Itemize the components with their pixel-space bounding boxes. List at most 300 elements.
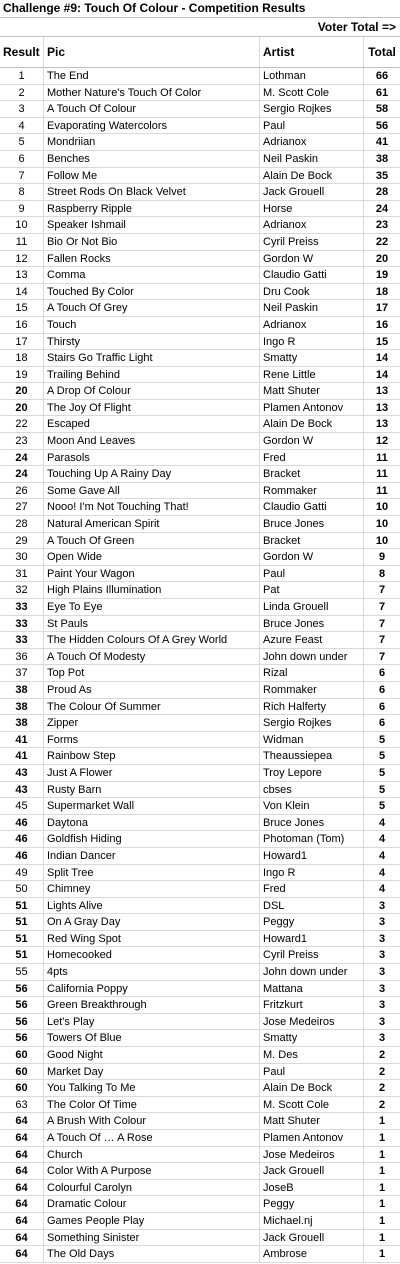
result-cell: 27: [0, 499, 44, 515]
total-cell: 13: [375, 401, 389, 414]
table-row: [0, 201, 400, 218]
artist-cell: Rommaker: [260, 483, 364, 499]
artist-cell: Ambrose: [260, 1246, 364, 1262]
result-cell: 18: [0, 350, 44, 366]
artist-cell: Horse: [260, 201, 364, 217]
artist-cell: DSL: [260, 898, 364, 914]
table-body: [0, 68, 400, 1263]
table-row: [0, 1014, 400, 1031]
result-cell: 2: [0, 85, 44, 101]
artist-cell: Neil Paskin: [260, 151, 364, 167]
header-pic: Pic: [44, 37, 260, 67]
table-row: [0, 367, 400, 384]
result-cell: 46: [0, 831, 44, 847]
artist-cell: Jose Medeiros: [260, 1014, 364, 1030]
artist-cell: Gordon W: [260, 549, 364, 565]
artist-cell: Ingo R: [260, 334, 364, 350]
total-cell: 10: [375, 534, 389, 547]
total-cell: 5: [378, 750, 386, 763]
total-cell: 24: [375, 202, 389, 215]
pic-cell: Chimney: [44, 881, 260, 897]
table-row: [0, 251, 400, 268]
result-cell: 41: [0, 732, 44, 748]
pic-cell: Towers Of Blue: [44, 1030, 260, 1046]
table-row: [0, 1080, 400, 1097]
pic-cell: A Touch Of Modesty: [44, 649, 260, 665]
artist-cell: Widman: [260, 732, 364, 748]
result-cell: 41: [0, 748, 44, 764]
result-cell: 15: [0, 300, 44, 316]
table-row: [0, 549, 400, 566]
artist-cell: Bracket: [260, 466, 364, 482]
result-cell: 45: [0, 798, 44, 814]
result-cell: 12: [0, 251, 44, 267]
total-cell: 11: [376, 451, 388, 464]
total-cell: 61: [375, 86, 389, 99]
result-cell: 30: [0, 549, 44, 565]
total-cell: 7: [378, 601, 386, 613]
artist-cell: Fred: [260, 881, 364, 897]
table-row: [0, 300, 400, 317]
table-row: [0, 798, 400, 815]
artist-cell: Alain De Bock: [260, 1080, 364, 1096]
table-row: [0, 765, 400, 782]
total-cell: 4: [378, 866, 386, 879]
result-cell: 51: [0, 898, 44, 914]
total-cell: 6: [378, 683, 386, 696]
pic-cell: Red Wing Spot: [44, 931, 260, 947]
total-cell: 3: [378, 916, 386, 929]
result-cell: 8: [0, 184, 44, 200]
artist-cell: Peggy: [260, 914, 364, 930]
total-cell: 10: [375, 518, 389, 531]
pic-cell: High Plains Illumination: [44, 582, 260, 598]
result-cell: 24: [0, 450, 44, 466]
pic-cell: Open Wide: [44, 549, 260, 565]
table-row: [0, 1030, 400, 1047]
artist-cell: Von Klein: [260, 798, 364, 814]
result-cell: 51: [0, 914, 44, 930]
pic-cell: Color With A Purpose: [44, 1163, 260, 1179]
artist-cell: Paul: [260, 566, 364, 582]
artist-cell: John down under: [260, 964, 364, 980]
pic-cell: Indian Dancer: [44, 848, 260, 864]
artist-cell: JoseB: [260, 1180, 364, 1196]
table-row: [0, 732, 400, 749]
table-row: [0, 533, 400, 550]
table-row: [0, 981, 400, 998]
table-row: [0, 1113, 400, 1130]
table-row: [0, 582, 400, 599]
total-cell: 5: [378, 800, 386, 813]
table-header: [0, 36, 400, 68]
total-cell: 2: [378, 1082, 386, 1095]
result-cell: 38: [0, 682, 44, 698]
pic-cell: Speaker Ishmail: [44, 217, 260, 233]
table-row: [0, 101, 400, 118]
total-cell: 4: [378, 849, 386, 862]
result-cell: 16: [0, 317, 44, 333]
total-cell: 1: [378, 1132, 386, 1144]
total-cell: 6: [378, 667, 386, 680]
total-cell: 2: [378, 1065, 386, 1078]
result-cell: 56: [0, 981, 44, 997]
artist-cell: Neil Paskin: [260, 300, 364, 316]
result-cell: 23: [0, 433, 44, 449]
artist-cell: Michael.nj: [260, 1213, 364, 1229]
artist-cell: Alain De Bock: [260, 168, 364, 184]
table-row: [0, 317, 400, 334]
result-cell: 32: [0, 582, 44, 598]
result-cell: 33: [0, 632, 44, 648]
total-cell: 1: [378, 1148, 386, 1161]
artist-cell: Mattana: [260, 981, 364, 997]
result-cell: 56: [0, 1014, 44, 1030]
table-row: [0, 947, 400, 964]
table-row: [0, 848, 400, 865]
total-cell: 12: [375, 435, 389, 448]
total-cell: 5: [378, 733, 386, 746]
total-cell: 5: [378, 783, 386, 796]
total-cell: 3: [378, 899, 386, 912]
pic-cell: Top Pot: [44, 665, 260, 681]
pic-cell: On A Gray Day: [44, 914, 260, 930]
total-cell: 22: [375, 235, 389, 248]
artist-cell: M. Scott Cole: [260, 85, 364, 101]
table-row: [0, 566, 400, 583]
header-result: Result: [0, 37, 44, 67]
result-cell: 50: [0, 881, 44, 897]
total-cell: 66: [375, 70, 389, 82]
artist-cell: Alain De Bock: [260, 416, 364, 432]
table-row: [0, 715, 400, 732]
result-cell: 38: [0, 715, 44, 731]
table-row: [0, 416, 400, 433]
total-cell: 1: [378, 1181, 386, 1194]
result-cell: 38: [0, 699, 44, 715]
artist-cell: Claudio Gatti: [260, 499, 364, 515]
total-cell: 4: [378, 833, 386, 846]
artist-cell: Adrianox: [260, 317, 364, 333]
pic-cell: St Pauls: [44, 616, 260, 632]
total-cell: 3: [378, 966, 386, 979]
artist-cell: Bruce Jones: [260, 516, 364, 532]
artist-cell: Bruce Jones: [260, 616, 364, 632]
pic-cell: Supermarket Wall: [44, 798, 260, 814]
pic-cell: Green Breakthrough: [44, 997, 260, 1013]
table-row: [0, 931, 400, 948]
result-cell: 60: [0, 1080, 44, 1096]
pic-cell: California Poppy: [44, 981, 260, 997]
pic-cell: Paint Your Wagon: [44, 566, 260, 582]
total-cell: 6: [378, 700, 386, 713]
result-cell: 64: [0, 1147, 44, 1163]
artist-cell: Gordon W: [260, 433, 364, 449]
result-cell: 56: [0, 997, 44, 1013]
total-cell: 2: [378, 1098, 386, 1111]
table-row: [0, 118, 400, 135]
total-cell: 18: [375, 285, 389, 298]
table-row: [0, 483, 400, 500]
artist-cell: Rich Halferty: [260, 699, 364, 715]
total-cell: 1: [378, 1115, 386, 1128]
pic-cell: Moon And Leaves: [44, 433, 260, 449]
pic-cell: Forms: [44, 732, 260, 748]
table-row: [0, 1196, 400, 1213]
pic-cell: Natural American Spirit: [44, 516, 260, 532]
pic-cell: Street Rods On Black Velvet: [44, 184, 260, 200]
result-cell: 64: [0, 1196, 44, 1212]
total-cell: 5: [378, 766, 386, 779]
header-total: Total: [368, 45, 396, 59]
pic-cell: The Old Days: [44, 1246, 260, 1262]
total-cell: 7: [378, 650, 386, 663]
artist-cell: Plamen Antonov: [260, 1130, 364, 1146]
result-cell: 46: [0, 848, 44, 864]
total-cell: 2: [378, 1049, 386, 1062]
total-cell: 4: [378, 883, 386, 896]
table-row: [0, 450, 400, 467]
pic-cell: Parasols: [44, 450, 260, 466]
total-cell: 1: [378, 1231, 386, 1244]
result-cell: 29: [0, 533, 44, 549]
total-cell: 58: [375, 103, 389, 116]
artist-cell: Plamen Antonov: [260, 400, 364, 416]
artist-cell: Jack Grouell: [260, 1230, 364, 1246]
total-cell: 20: [375, 252, 389, 265]
total-cell: 38: [375, 152, 389, 165]
artist-cell: Fritzkurt: [260, 997, 364, 1013]
artist-cell: Jack Grouell: [260, 184, 364, 200]
total-cell: 8: [378, 567, 386, 580]
result-cell: 43: [0, 765, 44, 781]
artist-cell: Rene Little: [260, 367, 364, 383]
artist-cell: Linda Grouell: [260, 599, 364, 615]
pic-cell: Follow Me: [44, 168, 260, 184]
artist-cell: Jack Grouell: [260, 1163, 364, 1179]
table-row: [0, 400, 400, 417]
table-row: [0, 516, 400, 533]
result-cell: 10: [0, 217, 44, 233]
total-cell: 14: [375, 368, 389, 381]
pic-cell: You Talking To Me: [44, 1080, 260, 1096]
result-cell: 9: [0, 201, 44, 217]
pic-cell: Mother Nature's Touch Of Color: [44, 85, 260, 101]
total-cell: 11: [376, 468, 388, 481]
pic-cell: Homecooked: [44, 947, 260, 963]
total-cell: 35: [375, 169, 389, 182]
table-row: [0, 1047, 400, 1064]
artist-cell: Fred: [260, 450, 364, 466]
result-cell: 17: [0, 334, 44, 350]
result-cell: 11: [0, 234, 44, 250]
artist-cell: Photoman (Tom): [260, 831, 364, 847]
result-cell: 64: [0, 1180, 44, 1196]
total-cell: 16: [375, 318, 389, 331]
table-row: [0, 217, 400, 234]
total-cell: 15: [375, 335, 389, 348]
table-row: [0, 599, 400, 616]
result-cell: 51: [0, 931, 44, 947]
pic-cell: A Touch Of Grey: [44, 300, 260, 316]
table-row: [0, 466, 400, 483]
pic-cell: A Touch Of Colour: [44, 101, 260, 117]
artist-cell: Rizal: [260, 665, 364, 681]
table-row: [0, 898, 400, 915]
artist-cell: Bruce Jones: [260, 815, 364, 831]
total-cell: 10: [375, 501, 389, 514]
result-cell: 28: [0, 516, 44, 532]
pic-cell: Thirsty: [44, 334, 260, 350]
total-cell: 13: [375, 385, 389, 398]
pic-cell: Eye To Eye: [44, 599, 260, 615]
artist-cell: M. Des: [260, 1047, 364, 1063]
result-cell: 64: [0, 1213, 44, 1229]
total-cell: 3: [378, 932, 386, 945]
artist-cell: Smatty: [260, 350, 364, 366]
artist-cell: Peggy: [260, 1196, 364, 1212]
pic-cell: Rainbow Step: [44, 748, 260, 764]
total-cell: 6: [378, 717, 386, 730]
result-cell: 64: [0, 1130, 44, 1146]
table-row: [0, 881, 400, 898]
table-row: [0, 1180, 400, 1197]
table-row: [0, 134, 400, 151]
pic-cell: Some Gave All: [44, 483, 260, 499]
total-cell: 7: [378, 617, 386, 630]
pic-cell: Market Day: [44, 1064, 260, 1080]
result-cell: 64: [0, 1230, 44, 1246]
header-artist: Artist: [260, 37, 364, 67]
pic-cell: A Touch Of Green: [44, 533, 260, 549]
table-row: [0, 665, 400, 682]
result-cell: 63: [0, 1097, 44, 1113]
pic-cell: Trailing Behind: [44, 367, 260, 383]
artist-cell: Rommaker: [260, 682, 364, 698]
result-cell: 20: [0, 383, 44, 399]
result-cell: 19: [0, 367, 44, 383]
result-cell: 4: [0, 118, 44, 134]
voter-total-label: Voter Total =>: [0, 17, 400, 36]
result-cell: 55: [0, 964, 44, 980]
pic-cell: Rusty Barn: [44, 782, 260, 798]
table-row: [0, 284, 400, 301]
result-cell: 31: [0, 566, 44, 582]
artist-cell: Jose Medeiros: [260, 1147, 364, 1163]
total-cell: 7: [378, 634, 386, 647]
result-cell: 33: [0, 616, 44, 632]
pic-cell: Bio Or Not Bio: [44, 234, 260, 250]
table-row: [0, 914, 400, 931]
total-cell: 3: [378, 982, 386, 995]
artist-cell: Cyril Preiss: [260, 234, 364, 250]
pic-cell: Goldfish Hiding: [44, 831, 260, 847]
artist-cell: Theaussiepea: [260, 748, 364, 764]
artist-cell: Matt Shuter: [260, 383, 364, 399]
table-row: [0, 1163, 400, 1180]
pic-cell: Dramatic Colour: [44, 1196, 260, 1212]
result-cell: 64: [0, 1163, 44, 1179]
artist-cell: Troy Lepore: [260, 765, 364, 781]
result-cell: 51: [0, 947, 44, 963]
artist-cell: Sergio Rojkes: [260, 101, 364, 117]
total-cell: 9: [378, 551, 386, 564]
result-cell: 24: [0, 466, 44, 482]
pic-cell: Daytona: [44, 815, 260, 831]
pic-cell: Zipper: [44, 715, 260, 731]
total-cell: 7: [378, 584, 386, 597]
pic-cell: Just A Flower: [44, 765, 260, 781]
pic-cell: Escaped: [44, 416, 260, 432]
table-row: [0, 964, 400, 981]
artist-cell: Paul: [260, 1064, 364, 1080]
result-cell: 64: [0, 1246, 44, 1262]
result-cell: 37: [0, 665, 44, 681]
table-row: [0, 350, 400, 367]
total-cell: 11: [376, 484, 388, 497]
artist-cell: Howard1: [260, 848, 364, 864]
pic-cell: Mondriian: [44, 134, 260, 150]
result-cell: 56: [0, 1030, 44, 1046]
total-cell: 13: [375, 418, 389, 431]
page-title: Challenge #9: Touch Of Colour - Competition Results: [3, 1, 306, 15]
pic-cell: A Touch Of … A Rose: [44, 1130, 260, 1146]
artist-cell: Paul: [260, 118, 364, 134]
result-cell: 3: [0, 101, 44, 117]
total-cell: 14: [375, 352, 389, 365]
result-cell: 1: [0, 68, 44, 84]
result-cell: 64: [0, 1113, 44, 1129]
pic-cell: Split Tree: [44, 865, 260, 881]
pic-cell: Fallen Rocks: [44, 251, 260, 267]
pic-cell: Good Night: [44, 1047, 260, 1063]
total-cell: 3: [378, 1032, 386, 1045]
total-cell: 1: [378, 1248, 386, 1261]
table-row: [0, 1097, 400, 1114]
result-cell: 60: [0, 1047, 44, 1063]
table-row: [0, 168, 400, 185]
artist-cell: Pat: [260, 582, 364, 598]
pic-cell: A Drop Of Colour: [44, 383, 260, 399]
table-row: [0, 682, 400, 699]
table-row: [0, 616, 400, 633]
pic-cell: Touch: [44, 317, 260, 333]
table-row: [0, 234, 400, 251]
result-cell: 20: [0, 400, 44, 416]
artist-cell: Adrianox: [260, 217, 364, 233]
result-cell: 33: [0, 599, 44, 615]
result-cell: 26: [0, 483, 44, 499]
table-row: [0, 1230, 400, 1247]
pic-cell: Benches: [44, 151, 260, 167]
result-cell: 22: [0, 416, 44, 432]
result-cell: 6: [0, 151, 44, 167]
result-cell: 14: [0, 284, 44, 300]
table-row: [0, 1130, 400, 1147]
total-cell: 56: [375, 119, 389, 132]
table-row: [0, 632, 400, 649]
total-cell: 23: [375, 219, 389, 232]
table-row: [0, 85, 400, 102]
total-cell: 1: [378, 1214, 386, 1227]
total-cell: 19: [375, 269, 389, 282]
artist-cell: Sergio Rojkes: [260, 715, 364, 731]
artist-cell: Claudio Gatti: [260, 267, 364, 283]
pic-cell: Colourful Carolyn: [44, 1180, 260, 1196]
result-cell: 13: [0, 267, 44, 283]
table-row: [0, 433, 400, 450]
result-cell: 60: [0, 1064, 44, 1080]
